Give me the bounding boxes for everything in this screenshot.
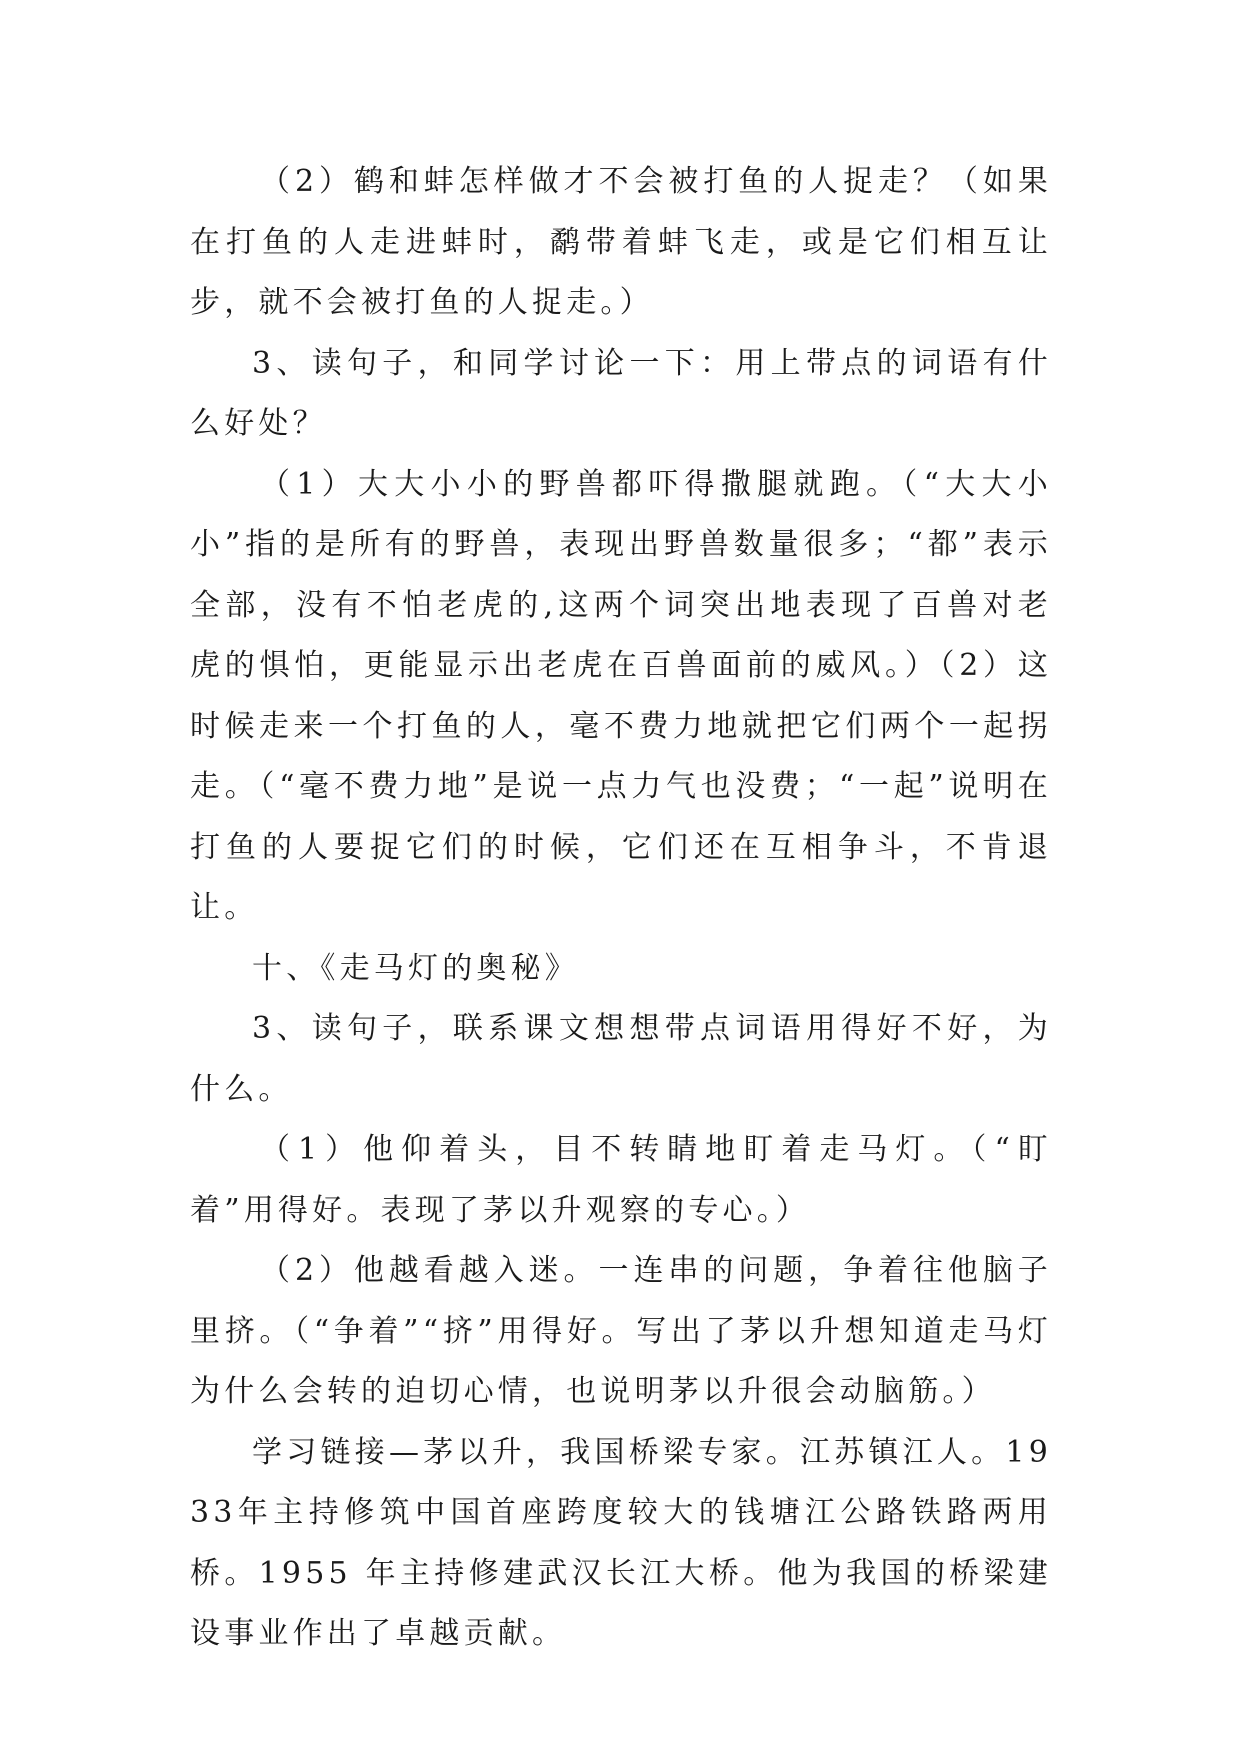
- document-body: [190, 152, 1052, 1665]
- paragraph-sentence-1: （1）他仰着头，目不转睛地盯着走马灯。（“盯着”用得好。表现了茅以升观察的专心。）: [190, 1132, 1052, 1228]
- paragraph-question-2: （2）鹤和蚌怎样做才不会被打鱼的人捉走？（如果在打鱼的人走进蚌时，鹬带着蚌飞走，或是它们相互让步，就不会被打鱼的人捉走。）: [190, 164, 1052, 320]
- paragraph-learning-link: 学习链接—茅以升，我国桥梁专家。江苏镇江人。1933年主持修筑中国首座跨度较大的钱塘江公路铁路两用桥。1955 年主持修建武汉长江大桥。他为我国的桥梁建设事业作出了卓越贡献。: [190, 1434, 1052, 1651]
- paragraph-exercise-3: 3、读句子，和同学讨论一下：用上带点的词语有什么好处？: [190, 345, 1052, 441]
- paragraph-sentence-analysis: （1）大大小小的野兽都吓得撒腿就跑。（“大大小小”指的是所有的野兽，表现出野兽数量很多；“都”表示全部，没有不怕老虎的,这两个词突出地表现了百兽对老虎的惧怕，更能显示出老虎在百兽面前的威风。）（2）这时候走来一个打鱼的人，毫不费力地就把它们两个一起拐走。（“毫不费力地”是说一点力气也没费；“一起”说明在打鱼的人要捉它们的时候，它们还在互相争斗，不肯退让。: [190, 466, 1052, 925]
- paragraph-exercise-3b: 3、读句子，联系课文想想带点词语用得好不好，为什么。: [190, 1011, 1052, 1107]
- paragraph-sentence-2: （2）他越看越入迷。一连串的问题，争着往他脑子里挤。（“争着”“挤”用得好。写出了茅以升想知道走马灯为什么会转的迫切心情，也说明茅以升很会动脑筋。）: [190, 1253, 1052, 1409]
- section-heading: 十、《走马灯的奥秘》: [252, 950, 579, 986]
